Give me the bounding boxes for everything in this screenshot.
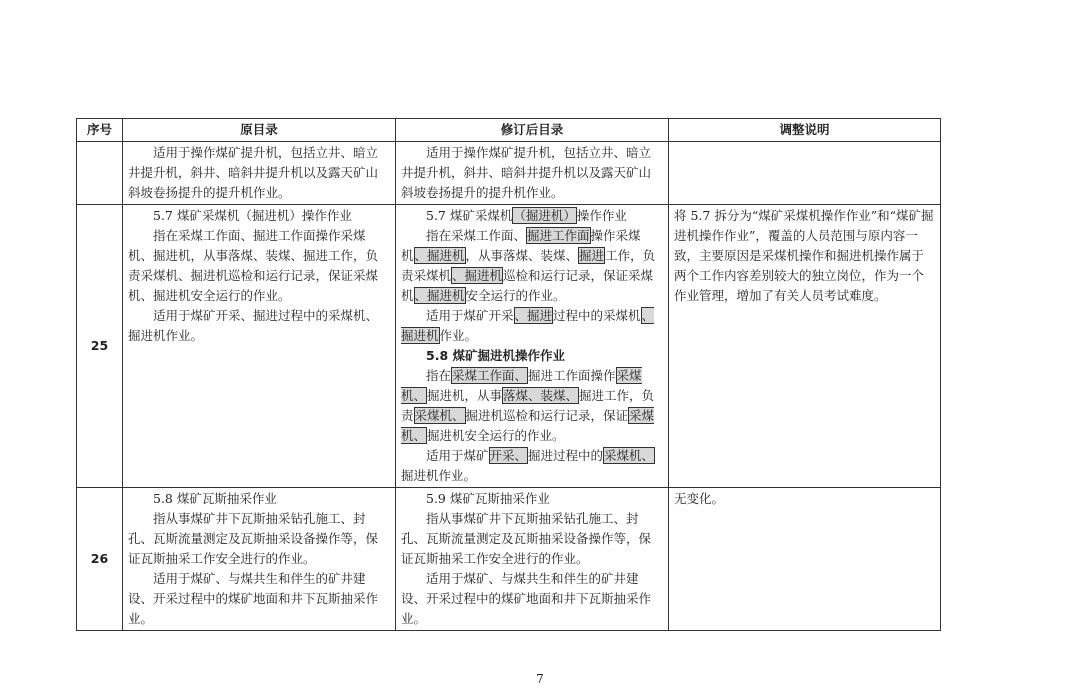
table-row — [77, 205, 941, 488]
paragraph: 无变化。 — [674, 491, 725, 506]
deleted-highlight: 、掘进机 — [452, 268, 503, 283]
row-number: 26 — [77, 488, 123, 631]
text-run: 巡检和运行记录，保证采煤机 — [401, 268, 654, 303]
text-run: 指在采煤工作面、 — [426, 228, 527, 243]
paragraph: 适用于煤矿、与煤共生和伴生的矿井建设、开采过程中的煤矿地面和井下瓦斯抽采作业。 — [401, 571, 652, 626]
revision-table — [76, 118, 941, 631]
text-run: 掘进工作面操作 — [528, 368, 616, 383]
table-row — [77, 142, 941, 205]
paragraph-heading: 5.8 煤矿瓦斯抽采作业 — [153, 491, 277, 506]
text-run: 工作，负责采煤机 — [401, 248, 656, 283]
revised-cell — [396, 488, 669, 631]
paragraph — [401, 446, 663, 486]
table-row — [77, 488, 941, 631]
text-run: 掘进机安全运行的作业。 — [427, 428, 565, 443]
deleted-highlight: 采煤工作面、 — [452, 368, 528, 383]
paragraph: 指在采煤工作面、掘进工作面操作采煤机、掘进机，从事落煤、装煤、掘进工作，负责采煤机、掘进机巡检和运行记录，保证采煤机、掘进机安全运行的作业。 — [128, 228, 379, 303]
paragraph-heading-new: 5.8 煤矿掘进机操作作业 — [426, 348, 565, 363]
text-run: 作业。 — [439, 328, 478, 343]
text-run: 安全运行的作业。 — [465, 288, 566, 303]
original-cell — [123, 142, 396, 205]
deleted-highlight: 采煤机、 — [604, 448, 655, 463]
paragraph-heading: 5.9 煤矿瓦斯抽采作业 — [426, 491, 550, 506]
col-header-note: 调整说明 — [669, 119, 941, 142]
col-header-original: 原目录 — [123, 119, 396, 142]
col-header-revised: 修订后目录 — [396, 119, 669, 142]
paragraph: 适用于煤矿、与煤共生和伴生的矿井建设、开采过程中的煤矿地面和井下瓦斯抽采作业。 — [128, 571, 379, 626]
header-row — [77, 119, 941, 142]
deleted-highlight: 采煤机、 — [414, 408, 465, 423]
text-run: 5.7 煤矿采煤机 — [426, 208, 513, 223]
text-run: ，从事落煤、装煤、 — [465, 248, 579, 263]
note-cell — [669, 488, 941, 631]
paragraph — [401, 306, 663, 346]
deleted-highlight: （掘进机） — [513, 208, 576, 223]
deleted-highlight: 掘进 — [579, 248, 605, 263]
text-run: 操作采煤机 — [401, 228, 641, 263]
paragraph: 指从事煤矿井下瓦斯抽采钻孔施工、封孔、瓦斯流量测定及瓦斯抽采设备操作等，保证瓦斯抽采工作安全进行的作业。 — [401, 511, 652, 566]
paragraph: 适用于煤矿开采、掘进过程中的采煤机、掘进机作业。 — [128, 308, 379, 343]
row-number — [77, 142, 123, 205]
deleted-highlight: 、掘进机 — [401, 308, 655, 343]
deleted-highlight: 、掘进 — [514, 308, 553, 323]
row-number: 25 — [77, 205, 123, 488]
paragraph: 指从事煤矿井下瓦斯抽采钻孔施工、封孔、瓦斯流量测定及瓦斯抽采设备操作等，保证瓦斯抽采工作安全进行的作业。 — [128, 511, 379, 566]
text-run: 适用于煤矿 — [426, 448, 489, 463]
text-run: 操作作业 — [576, 208, 627, 223]
deleted-highlight: 开采、 — [489, 448, 528, 463]
text-run: 适用于煤矿开采 — [426, 308, 514, 323]
note-cell — [669, 142, 941, 205]
deleted-highlight: 掘进工作面 — [527, 228, 590, 243]
text-run: 掘进工作，负责 — [401, 388, 655, 423]
paragraph-heading — [401, 206, 663, 226]
text-run: 指在 — [426, 368, 452, 383]
text-run: 掘进过程中的 — [528, 448, 604, 463]
paragraph: 将 5.7 拆分为“煤矿采煤机操作作业”和“煤矿掘进机操作作业”，覆盖的人员范围与原内容一致，主要原因是采煤机操作和掘进机操作属于两个工作内容差别较大的独立岗位，作为一个作业管理，增加了有关人员考试难度。 — [674, 208, 934, 303]
page-number: 7 — [536, 672, 544, 686]
note-cell — [669, 205, 941, 488]
paragraph-heading: 5.7 煤矿采煤机（掘进机）操作作业 — [153, 208, 352, 223]
revised-cell — [396, 205, 669, 488]
deleted-highlight: 、掘进机 — [414, 248, 465, 263]
col-header-num: 序号 — [77, 119, 123, 142]
deleted-highlight: 采煤机、 — [401, 368, 642, 403]
deleted-highlight: 采煤机、 — [401, 408, 655, 443]
paragraph — [401, 366, 663, 446]
text-run: 过程中的采煤机 — [553, 308, 641, 323]
deleted-highlight: 落煤、装煤、 — [503, 388, 579, 403]
revised-cell — [396, 142, 669, 205]
paragraph — [401, 226, 663, 306]
text-run: 掘进机作业。 — [401, 468, 477, 483]
original-cell — [123, 488, 396, 631]
deleted-highlight: 、掘进机 — [414, 288, 465, 303]
original-cell — [123, 205, 396, 488]
text-run: 掘进机巡检和运行记录，保证 — [465, 408, 629, 423]
text-run: 掘进机，从事 — [427, 388, 503, 403]
paragraph: 适用于操作煤矿提升机，包括立井、暗立井提升机，斜井、暗斜井提升机以及露天矿山斜坡卷扬提升的提升机作业。 — [128, 145, 379, 200]
paragraph: 适用于操作煤矿提升机，包括立井、暗立井提升机，斜井、暗斜井提升机以及露天矿山斜坡卷扬提升的提升机作业。 — [401, 145, 652, 200]
